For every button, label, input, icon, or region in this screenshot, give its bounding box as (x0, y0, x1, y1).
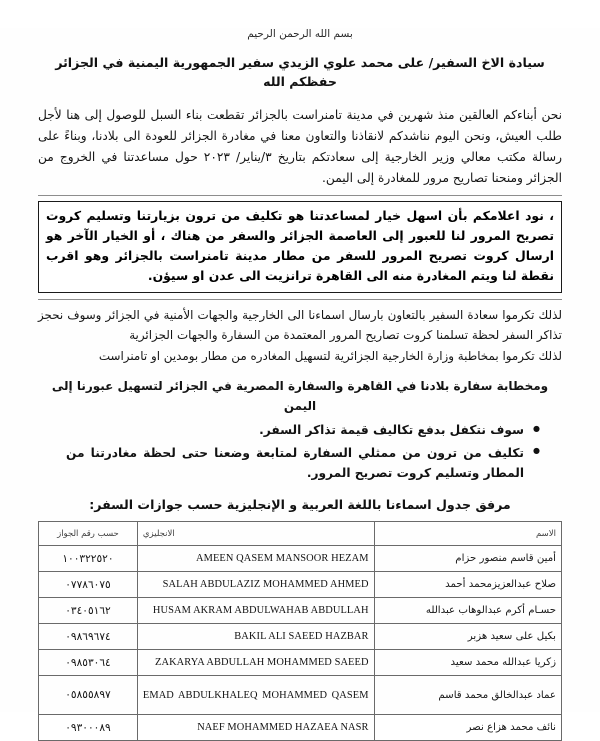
table-header-row (39, 522, 562, 546)
cell-passport: ٠٩٨٦٩٦٧٤ (39, 624, 138, 650)
cell-name-ar: أمين قاسم منصور حزام (374, 546, 561, 572)
cell-name-en: AMEEN QASEM MANSOOR HEZAM (137, 546, 374, 572)
cell-name-en: NAEF MOHAMMED HAZAEA NASR (137, 715, 374, 741)
table-row (39, 676, 562, 715)
divider-above-notice (38, 195, 562, 196)
table-row (39, 546, 562, 572)
passport-names-table (38, 521, 562, 741)
salutation-line: سيادة الاخ السفير/ على محمد علوي الزيدي سفير الجمهورية اليمنية في الجزائر حفظكم الله (55, 55, 545, 89)
table-row (39, 624, 562, 650)
cell-name-en: SALAH ABDULAZIZ MOHAMMED AHMED (137, 572, 374, 598)
notice-box-text: ، نود اعلامكم بأن اسهل خيار لمساعدتنا هو تكليف من ترون بزيارتنا وتسليم كروت تصريح المرور لنا للعبور إلى العاصمة الجزائر والسفر من هناك ، أو الخيار الآخر هو ارسال كروت تصريح المرور للسفر من مطار مدينة تامنراست بالجزائر وهو اقرب نقطة لنا ويتم المغادرة منه الى القاهرة ترانزيت الى عدن او سيؤن. (46, 207, 554, 284)
cell-passport: ٠٩٣٠٠٠٨٩ (39, 715, 138, 741)
cell-passport: ٠٩٨٥٣٠٦٤ (39, 650, 138, 676)
table-row (39, 598, 562, 624)
paragraph-request-1: لذلك تكرموا سعادة السفير بالتعاون بارسال اسماءنا الى الخارجية والجهات الأمنية في الجزائر وسوف نحجز تذاكر السفر لحظة تسلمنا كروت تصاريح المرور المعتمدة من السفارة والجهات الجزائرية (38, 307, 562, 343)
column-header-passport: حسب رقم الجواز (39, 522, 138, 546)
paragraph-intro: نحن أبناءكم العالقين منذ شهرين في مدينة تامنراست بالجزائر تقطعت بناء السبل للوصول إلى هنا لأجل طلب العيش، ونحن اليوم نناشدكم لانقاذنا والتعاون معنا في مغادرة الجزائر للعودة الى بلادنا، وبناءً على رسالة مكتب معالي وزير الخارجية إلى سعادتكم بتاريخ ٣/يناير/ ٢٠٢٣ حول مساعدتنا في الخروج من الجزائر ومنحنا تصاريح مرور للمغادرة إلى اليمن. (38, 107, 563, 185)
cell-name-en: ZAKARYA ABDULLAH MOHAMMED SAEED (137, 650, 374, 676)
table-intro-text: مرفق جدول اسماءنا باللغة العربية و الإنجليزية حسب جوازات السفر: (89, 497, 511, 513)
paragraph-request-3: ومخطابة سفارة بلادنا في القاهرة والسفارة المصرية في الجزائر لتسهيل عبورنا إلى اليمن (51, 378, 549, 414)
table-row (39, 715, 562, 741)
cell-name-ar: نائف محمد هزاع نصر (374, 715, 561, 741)
table-row (39, 650, 562, 676)
cell-name-ar: بكيل على سعيد هزبر (374, 624, 561, 650)
cell-passport: ٠٧٧٨٦٠٧٥ (39, 572, 138, 598)
list-item: ● سوف نتكفل بدفع تكاليف قيمة تذاكر السفر. (66, 420, 540, 440)
document-page (0, 28, 600, 734)
cell-name-en: HUSAM AKRAM ABDULWAHAB ABDULLAH (137, 598, 374, 624)
cell-name-ar: حسـام أكرم عبدالوهاب عبدالله (374, 598, 561, 624)
commitments-list (38, 420, 562, 483)
cell-name-ar: صلاح عبدالعزيزمحمد أحمد (374, 572, 561, 598)
divider-below-notice (38, 299, 562, 300)
cell-name-en: BAKIL ALI SAEED HAZBAR (137, 624, 374, 650)
cell-name-en: EMAD ABDULKHALEQ MOHAMMED QASEM (137, 676, 374, 715)
request-paragraphs (38, 305, 562, 367)
column-header-name-en: الانجليزي (137, 522, 374, 546)
table-row (39, 572, 562, 598)
notice-box (38, 201, 562, 293)
basmala-line: بسم الله الرحمن الرحيم (247, 28, 353, 40)
cell-name-ar: زكريا عبدالله محمد سعيد (374, 650, 561, 676)
cell-passport: ١٠٠٣٢٢٥٢٠ (39, 546, 138, 572)
cell-name-ar: عماد عبدالخالق محمد قاسم (374, 676, 561, 715)
cell-passport: ٠٣٤٠٥١٦٢ (39, 598, 138, 624)
column-header-name-ar: الاسم (374, 522, 561, 546)
cell-passport: ٠٥٨٥٥٨٩٧ (39, 676, 138, 715)
list-item: ● تكليف من ترون من ممثلي السفارة لمتابعة وضعنا حتى لحظة مغادرتنا من المطار وتسليم كروت تصريح المرور. (66, 443, 540, 484)
paragraph-request-2: لذلك تكرموا بمخاطبة وزارة الخارجية الجزائرية لتسهيل المغادره من مطار بومدين او تامنراست (98, 349, 562, 363)
